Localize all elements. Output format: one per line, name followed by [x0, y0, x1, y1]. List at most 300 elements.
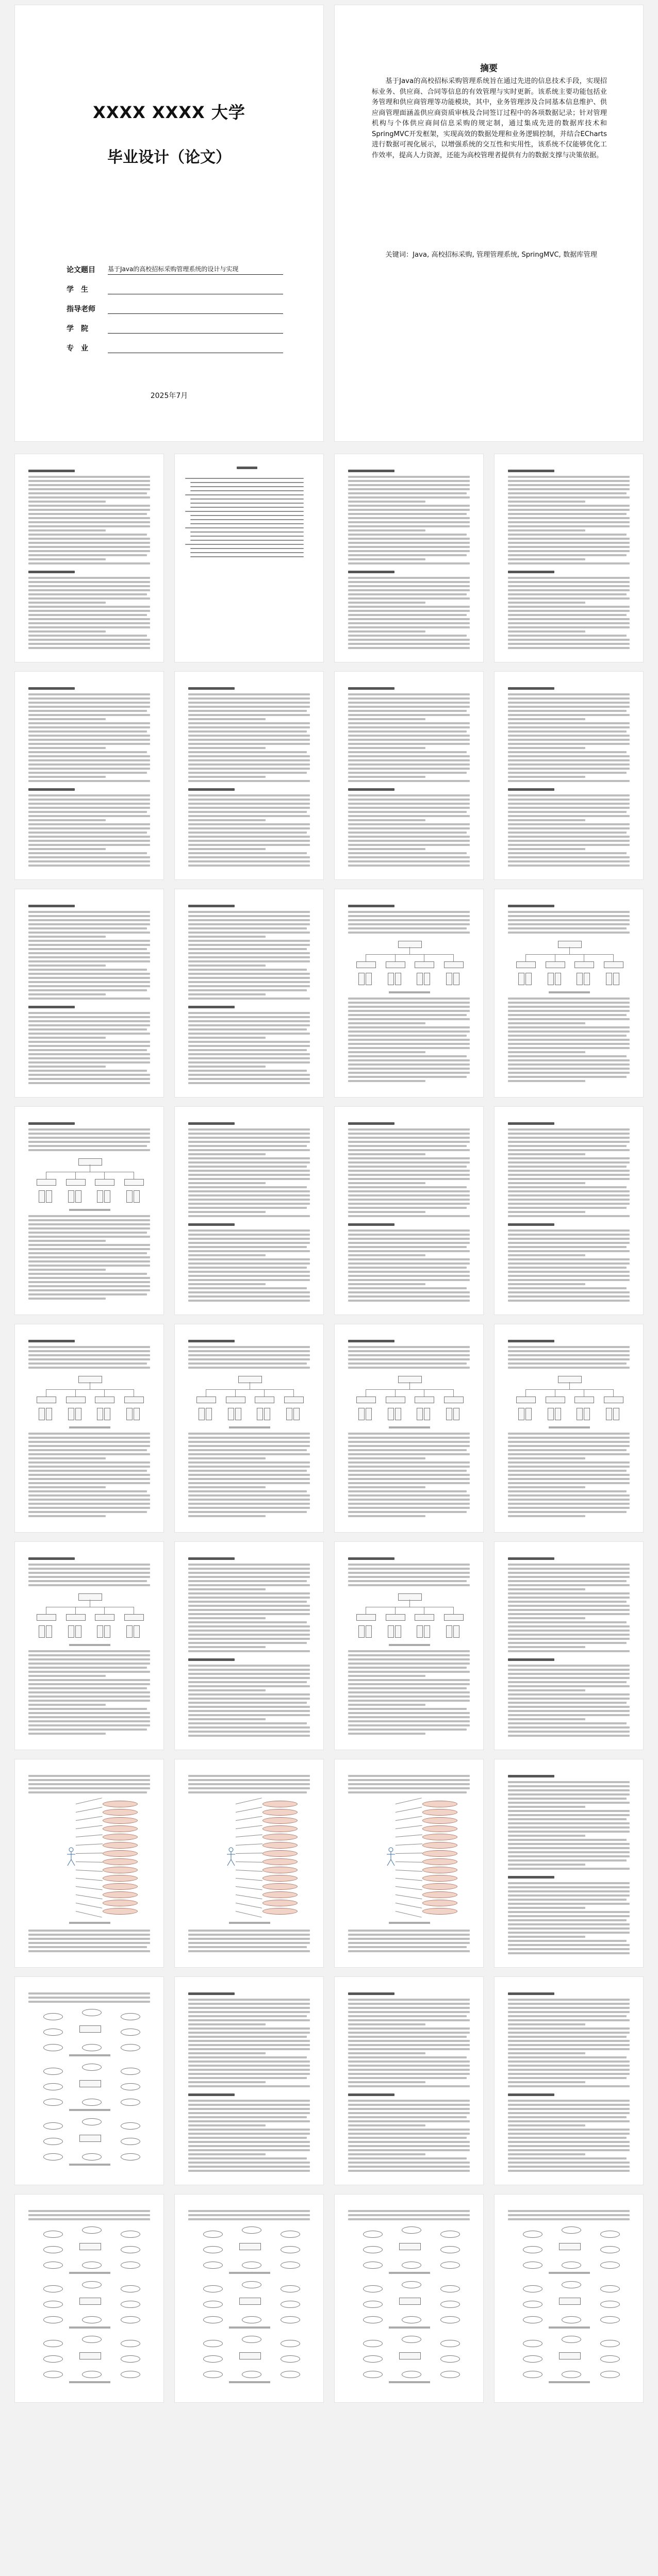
text-line	[188, 1617, 266, 1619]
diagram-edge	[75, 1389, 76, 1397]
text-line	[508, 1847, 630, 1849]
text-line	[508, 1141, 630, 1143]
text-line	[28, 1033, 150, 1035]
text-line	[508, 1178, 630, 1180]
text-line	[348, 1047, 470, 1049]
text-line	[28, 1704, 106, 1706]
text-line	[348, 1153, 425, 1155]
text-line	[348, 772, 467, 774]
text-line	[188, 952, 310, 954]
diagram-ellipse	[103, 1858, 138, 1865]
text-line	[348, 517, 470, 519]
text-line	[508, 1238, 630, 1240]
text-line	[28, 1358, 150, 1360]
text-line	[508, 1638, 630, 1640]
page-thumbnail	[334, 2194, 484, 2403]
text-line	[188, 1174, 310, 1176]
text-line	[28, 585, 150, 587]
text-line	[508, 1831, 630, 1833]
text-line	[348, 562, 470, 564]
text-line	[508, 1605, 630, 1607]
text-line	[508, 1470, 627, 1472]
diagram-node	[613, 1408, 619, 1420]
diagram-node	[444, 961, 464, 968]
text-line	[188, 1186, 307, 1188]
text-line	[188, 1775, 310, 1777]
text-line	[28, 865, 150, 867]
text-line	[28, 1350, 150, 1352]
text-line	[508, 1346, 630, 1348]
text-line	[28, 1045, 150, 1047]
text-line	[348, 2112, 470, 2114]
text-line	[508, 1810, 630, 1812]
text-line	[348, 1691, 470, 1693]
diagram-node	[546, 1397, 565, 1403]
text-line	[508, 714, 630, 716]
text-line	[348, 1215, 470, 1217]
text-line	[28, 844, 150, 846]
text-line	[508, 1564, 630, 1566]
text-line	[508, 1051, 585, 1053]
text-line	[348, 1283, 425, 1285]
text-line	[508, 1572, 630, 1574]
diagram-ellipse	[262, 1850, 298, 1857]
page-thumbnail	[494, 454, 644, 662]
diagram-ellipse	[103, 1809, 138, 1816]
section-heading	[348, 2093, 394, 2096]
text-line	[28, 1576, 150, 1578]
text-line	[28, 1934, 150, 1936]
section-heading	[348, 788, 394, 791]
text-line	[348, 823, 470, 825]
text-line	[508, 1287, 627, 1289]
text-line	[348, 476, 470, 478]
text-line	[28, 1490, 147, 1492]
diagram-ellipse	[523, 2355, 542, 2363]
diagram-ellipse	[363, 2262, 383, 2269]
text-line	[348, 1503, 470, 1505]
text-line	[28, 1515, 106, 1517]
text-line	[508, 927, 627, 929]
text-line	[188, 722, 310, 724]
text-line	[508, 2218, 630, 2220]
text-line	[188, 940, 310, 942]
text-line	[508, 1789, 630, 1791]
figure-caption	[389, 2272, 430, 2274]
diagram-ellipse	[121, 2301, 140, 2308]
section-heading	[188, 905, 235, 907]
text-line	[188, 965, 266, 967]
diagram-edge	[236, 1816, 262, 1821]
text-line	[348, 1203, 470, 1205]
diagram-node	[516, 1397, 536, 1403]
diagram-ellipse	[562, 2371, 581, 2378]
diagram-ellipse	[43, 2285, 63, 2292]
text-line	[188, 1706, 310, 1708]
text-line	[508, 1080, 585, 1082]
text-line	[348, 1663, 470, 1665]
diagram-node	[398, 1376, 422, 1383]
text-line	[508, 739, 630, 741]
text-line	[348, 693, 470, 695]
text-line	[28, 1437, 150, 1439]
text-line	[188, 2065, 310, 2067]
diagram-node	[584, 1408, 590, 1420]
text-line	[188, 1735, 310, 1737]
text-line	[508, 2023, 585, 2025]
diagram-edge	[76, 1853, 103, 1854]
text-line	[508, 1503, 630, 1505]
diagram-ellipse	[203, 2316, 223, 2323]
text-line	[28, 1252, 147, 1254]
diagram-node	[395, 1408, 401, 1420]
diagram-ellipse	[43, 2262, 63, 2269]
text-line	[348, 836, 470, 838]
text-line	[28, 492, 147, 494]
diagram-ellipse	[440, 2246, 460, 2253]
text-line	[348, 2007, 470, 2009]
text-line	[348, 618, 470, 620]
text-line	[188, 1133, 310, 1135]
text-line	[348, 799, 470, 801]
page-thumbnail	[14, 671, 164, 880]
text-line	[508, 1063, 630, 1066]
diagram-ellipse	[523, 2262, 542, 2269]
diagram-node	[399, 2243, 421, 2250]
diagram-node	[75, 1625, 81, 1638]
text-line	[188, 1437, 310, 1439]
text-line	[28, 1273, 147, 1275]
text-line	[28, 1248, 150, 1250]
diagram-edge	[525, 1389, 526, 1397]
diagram-edge	[236, 1862, 262, 1863]
text-line	[188, 2153, 266, 2155]
toc-entry	[190, 503, 304, 504]
info-value	[108, 312, 283, 314]
diagram-edge	[236, 1834, 262, 1837]
text-line	[508, 1718, 585, 1720]
text-line	[28, 726, 150, 728]
text-line	[348, 1267, 467, 1269]
figure-caption	[229, 2381, 270, 2383]
text-line	[348, 2214, 470, 2216]
text-line	[348, 2015, 467, 2017]
page-thumbnail	[334, 454, 484, 662]
university-name: XXXX XXXX 大学	[93, 103, 245, 122]
text-line	[348, 521, 470, 523]
diagram-node	[124, 1397, 144, 1403]
text-line	[188, 776, 266, 778]
text-line	[188, 1066, 266, 1068]
text-line	[508, 505, 630, 507]
text-line	[188, 1061, 310, 1063]
text-line	[348, 1170, 470, 1172]
text-line	[348, 1367, 470, 1369]
text-line	[508, 1354, 630, 1356]
text-line	[508, 836, 630, 838]
text-line	[28, 981, 150, 983]
text-line	[188, 998, 310, 1000]
text-line	[348, 1580, 467, 1582]
text-line	[188, 2214, 310, 2216]
diagram-edge	[409, 947, 410, 954]
text-line	[28, 476, 150, 478]
section-heading	[188, 1658, 235, 1661]
diagram-edge	[395, 1389, 396, 1397]
text-line	[28, 1445, 150, 1447]
text-line	[28, 639, 150, 641]
text-line	[508, 2069, 630, 2071]
diagram-node	[548, 973, 554, 985]
diagram-ellipse	[242, 2336, 261, 2343]
text-line	[188, 844, 310, 846]
text-line	[508, 702, 630, 704]
diagram-edge	[236, 1903, 262, 1908]
text-line	[348, 585, 470, 587]
abstract-page	[334, 5, 644, 442]
text-line	[348, 538, 470, 540]
text-line	[28, 1293, 147, 1295]
diagram-edge	[396, 1798, 422, 1804]
text-line	[28, 1942, 150, 1944]
text-line	[508, 529, 585, 531]
text-line	[348, 2157, 467, 2159]
text-line	[188, 803, 310, 805]
diagram-ellipse	[203, 2262, 223, 2269]
text-line	[508, 581, 630, 583]
text-line	[188, 2077, 307, 2079]
diagram-node	[126, 1408, 133, 1420]
text-line	[348, 1002, 470, 1004]
text-line	[188, 1950, 310, 1952]
text-line	[508, 1474, 630, 1476]
diagram-ellipse	[363, 2371, 383, 2378]
text-line	[188, 697, 310, 700]
text-line	[348, 597, 470, 600]
text-line	[348, 1564, 470, 1566]
text-line	[188, 956, 310, 958]
text-line	[188, 718, 266, 720]
text-line	[188, 2003, 310, 2005]
toc-entry	[190, 482, 304, 483]
figure-caption	[69, 1644, 110, 1646]
text-line	[188, 832, 307, 834]
text-line	[348, 1026, 470, 1028]
text-line	[348, 1486, 425, 1488]
diagram-ellipse	[262, 1809, 298, 1816]
text-line	[508, 622, 630, 624]
diagram-ellipse	[422, 1858, 457, 1865]
text-line	[508, 2108, 630, 2110]
text-line	[348, 1449, 467, 1451]
text-line	[348, 1675, 425, 1677]
text-line	[28, 1028, 147, 1031]
text-line	[188, 919, 310, 921]
diagram-node	[78, 1593, 102, 1601]
text-line	[348, 1650, 470, 1652]
diagram-edge	[396, 1807, 422, 1813]
toc-entry	[190, 556, 304, 557]
text-line	[188, 848, 266, 850]
text-line	[508, 697, 630, 700]
text-line	[508, 1441, 630, 1443]
diagram-node	[415, 961, 434, 968]
figure-caption	[69, 1922, 110, 1924]
text-line	[508, 593, 627, 595]
diagram-node	[358, 1408, 365, 1420]
text-line	[508, 726, 630, 728]
text-line	[28, 780, 150, 782]
text-line	[348, 811, 467, 813]
diagram-edge	[366, 954, 453, 955]
text-line	[188, 852, 307, 854]
text-line	[28, 647, 150, 649]
diagram-node	[444, 1614, 464, 1621]
info-row-advisor	[67, 294, 283, 314]
text-line	[28, 915, 150, 917]
diagram-ellipse	[203, 2371, 223, 2378]
page-thumbnail	[14, 1759, 164, 1968]
toc-entry	[185, 494, 304, 495]
text-line	[348, 730, 467, 733]
text-line	[348, 2100, 470, 2102]
diagram-node	[39, 1625, 45, 1638]
diagram-node	[399, 2352, 421, 2359]
text-line	[188, 2032, 310, 2034]
text-line	[508, 1507, 630, 1509]
text-line	[508, 2032, 630, 2034]
diagram-ellipse	[262, 1900, 298, 1906]
section-heading	[28, 905, 75, 907]
text-line	[188, 969, 307, 971]
text-line	[188, 2081, 266, 2083]
text-line	[348, 488, 470, 490]
section-heading	[508, 905, 554, 907]
diagram-ellipse	[121, 2153, 140, 2160]
text-line	[28, 630, 106, 633]
text-line	[188, 1999, 310, 2001]
diagram-ellipse	[103, 1875, 138, 1882]
text-line	[28, 730, 147, 733]
diagram-edge	[453, 1607, 454, 1614]
text-line	[508, 819, 585, 821]
text-line	[348, 1457, 425, 1459]
text-line	[188, 1470, 307, 1472]
text-line	[188, 1149, 310, 1151]
text-line	[28, 977, 150, 979]
diagram-ellipse	[363, 2285, 383, 2292]
text-line	[348, 480, 470, 482]
text-line	[348, 755, 470, 757]
text-line	[508, 827, 630, 829]
diagram-ellipse	[422, 1842, 457, 1849]
text-line	[348, 1178, 470, 1180]
section-heading	[188, 1992, 235, 1995]
diagram-ellipse	[103, 1825, 138, 1832]
info-row-student	[67, 275, 283, 294]
diagram-edge	[613, 1389, 614, 1397]
text-line	[348, 2036, 467, 2038]
text-line	[348, 1279, 470, 1281]
text-line	[348, 501, 425, 503]
diagram-ellipse	[203, 2301, 223, 2308]
section-heading	[508, 687, 554, 690]
text-line	[508, 1940, 627, 1942]
text-line	[348, 739, 470, 741]
text-line	[188, 1572, 310, 1574]
diagram-edge	[76, 1843, 103, 1846]
figure-caption	[549, 2381, 590, 2383]
text-line	[508, 2081, 585, 2083]
text-line	[188, 932, 310, 934]
text-line	[28, 743, 150, 745]
text-line	[348, 1779, 470, 1781]
text-line	[28, 618, 150, 620]
diagram-ellipse	[562, 2316, 581, 2323]
text-line	[508, 1714, 630, 1716]
text-line	[188, 1049, 307, 1051]
text-line	[348, 807, 470, 809]
text-line	[188, 1070, 307, 1072]
diagram-edge	[409, 1382, 410, 1389]
text-line	[188, 1145, 307, 1147]
page-thumbnail	[334, 1976, 484, 2185]
diagram-node	[386, 961, 405, 968]
diagram-node	[238, 1376, 262, 1383]
text-line	[28, 1658, 150, 1660]
page-thumbnail	[494, 671, 644, 880]
text-line	[348, 1729, 467, 1731]
diagram-node	[398, 1593, 422, 1601]
diagram-node	[124, 1614, 144, 1621]
text-line	[508, 1254, 585, 1256]
diagram-edge	[396, 1903, 422, 1908]
text-line	[188, 751, 307, 753]
diagram-ellipse	[242, 2262, 261, 2269]
text-line	[188, 2052, 266, 2054]
text-line	[348, 2149, 470, 2151]
text-line	[508, 1693, 630, 1696]
text-line	[508, 1698, 630, 1700]
text-line	[188, 1457, 266, 1459]
text-line	[508, 1710, 630, 1712]
text-line	[348, 1572, 470, 1574]
figure-caption	[69, 2326, 110, 2329]
text-line	[348, 2133, 470, 2135]
text-line	[348, 1700, 470, 1702]
text-line	[508, 1149, 630, 1151]
text-line	[28, 1478, 150, 1480]
text-line	[28, 1137, 150, 1139]
text-line	[508, 776, 585, 778]
section-heading	[508, 1876, 554, 1879]
text-line	[28, 496, 150, 498]
text-line	[348, 2032, 470, 2034]
text-line	[508, 2073, 630, 2075]
text-line	[188, 1779, 310, 1781]
text-line	[348, 577, 470, 579]
text-line	[508, 1642, 627, 1644]
text-line	[28, 923, 150, 925]
section-heading	[508, 1340, 554, 1342]
text-line	[348, 2145, 470, 2147]
text-line	[188, 1211, 266, 1213]
text-line	[28, 1671, 150, 1673]
text-line	[508, 2019, 630, 2021]
diagram-edge	[236, 1807, 262, 1813]
section-heading	[28, 571, 75, 573]
diagram-node	[286, 1408, 292, 1420]
